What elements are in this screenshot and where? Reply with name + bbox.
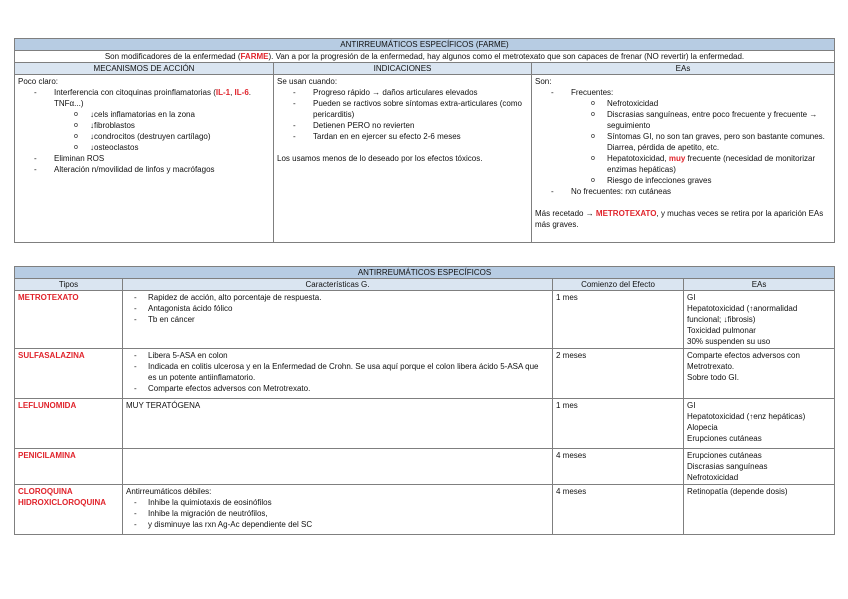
list-item: - Inhibe la migración de neutrófilos, (126, 508, 549, 519)
list-item: Comparte efectos adversos con Metrotrexato. (687, 351, 800, 371)
list-item: o Riesgo de infecciones graves (535, 175, 831, 186)
header-indicaciones: INDICACIONES (274, 63, 532, 75)
onset: 2 meses (553, 349, 684, 399)
indicaciones-note: Los usamos menos de lo deseado por los efectos tóxicos. (277, 154, 483, 163)
farme-title: ANTIRREUMÁTICOS ESPECÍFICOS (FARME) (15, 39, 835, 51)
list-item: Erupciones cutáneas (687, 451, 762, 460)
mecanismo-interferencia: - Interferencia con citoquinas proinflamatorias (IL-1, IL-6. TNFα...) (18, 87, 270, 109)
list-item: - Rapidez de acción, alto porcentaje de respuesta. (126, 292, 549, 303)
list-item: - Tardan en en ejercer su efecto 2-6 meses (277, 131, 528, 142)
list-item: Antirreumáticos débiles: (126, 487, 212, 496)
list-item: o Nefrotoxicidad (535, 98, 831, 109)
header-eas: EAs (532, 63, 835, 75)
header-tipos: Tipos (15, 279, 123, 291)
table-row (15, 449, 835, 485)
especificos-title: ANTIRREUMÁTICOS ESPECÍFICOS (15, 267, 835, 279)
farme-table (14, 38, 835, 243)
eas-cell: Son: - Frecuentes: o Nefrotoxicidad o Discrasias sanguíneas, entre poco frecuente y frecuente → seguimiento o Síntomas GI, no son tan graves, pero son bastante comunes. Diarrea, pérdida de apetito, etc. o Hepatotoxicidad, muy frecuente (necesidad de monitorizar enzimas hepáticas) o Riesgo de infecciones graves - No frecuentes: rxn cutáneas Más recetado → METROTEXATO, y muchas veces se retira por la aparición EAs más graves. (532, 75, 835, 243)
list-item: - Tb en cáncer (126, 314, 549, 325)
list-item: o Síntomas GI, no son tan graves, pero son bastante comunes. Diarrea, pérdida de apetito, etc. (535, 131, 831, 153)
list-item: o Discrasias sanguíneas, entre poco frecuente y frecuente → seguimiento (535, 109, 831, 131)
list-item: - Libera 5-ASA en colon (126, 350, 549, 361)
list-item: Hepatotoxicidad (↑enz hepáticas) (687, 412, 806, 421)
list-item: - No frecuentes: rxn cutáneas (535, 186, 831, 197)
list-item: MUY TERATÓGENA (123, 399, 553, 449)
onset: 4 meses (553, 449, 684, 485)
list-item: - Pueden se ractivos sobre síntomas extra-articulares (como pericarditis) (277, 98, 528, 120)
list-item: Toxicidad pulmonar (687, 326, 756, 335)
drug-name: CLOROQUINA HIDROXICLOROQUINA (15, 485, 123, 535)
farme-intro: Son modificadores de la enfermedad (FARME). Van a por la progresión de la enfermedad, hay algunos como el metrotexato que son capaces de frenar (NO revertir) la enfermedad. (15, 51, 835, 63)
list-item: o ↓osteoclastos (18, 142, 270, 153)
especificos-table (14, 266, 835, 535)
table-row (15, 291, 835, 349)
list-item: - Eliminan ROS (18, 153, 270, 164)
list-item: - Comparte efectos adversos con Metrotrexato. (126, 383, 549, 394)
list-item: Hepatotoxicidad (↑anormalidad funcional; ↓fibrosis) (687, 304, 798, 324)
list-item: 30% suspenden su uso (687, 337, 771, 346)
list-item: GI (687, 401, 696, 410)
drug-name: LEFLUNOMIDA (15, 399, 123, 449)
list-item: - Frecuentes: (535, 87, 831, 98)
list-item: Erupciones cutáneas (687, 434, 762, 443)
mecanismos-cell: Poco claro: - Interferencia con citoquinas proinflamatorias (IL-1, IL-6. TNFα...) o ↓cels inflamatorias en la zona o ↓fibroblastos o ↓condrocitos (destruyen cartílago) o ↓osteoclastos - Eliminan ROS - Alteración n/movilidad de linfos y macrófagos (15, 75, 274, 243)
list-item: Sobre todo GI. (687, 373, 740, 382)
list-item: o Hepatotoxicidad, muy frecuente (necesidad de monitorizar enzimas hepáticas) (535, 153, 831, 175)
header-eas: EAs (684, 279, 835, 291)
header-comienzo: Comienzo del Efecto (553, 279, 684, 291)
indicaciones-cell: Se usan cuando: - Progreso rápido → daños articulares elevados - Pueden se ractivos sobre síntomas extra-articulares (como pericarditis) - Detienen PERO no revierten - Tardan en en ejercer su efecto 2-6 meses Los usamos menos de lo deseado por los efectos tóxicos. (274, 75, 532, 243)
drug-name: PENICILAMINA (15, 449, 123, 485)
list-item: GI (687, 293, 696, 302)
list-item: o ↓condrocitos (destruyen cartílago) (18, 131, 270, 142)
table-row (15, 399, 835, 449)
recetado-note: Más recetado → METROTEXATO, y muchas veces se retira por la aparición EAs más graves. (535, 209, 824, 229)
drug-name: SULFASALAZINA (15, 349, 123, 399)
table-row (15, 349, 835, 399)
list-item: - Detienen PERO no revierten (277, 120, 528, 131)
list-item: o ↓cels inflamatorias en la zona (18, 109, 270, 120)
list-item: o ↓fibroblastos (18, 120, 270, 131)
list-item: Alopecia (687, 423, 718, 432)
list-item: Discrasias sanguíneas (687, 462, 768, 471)
table-row (15, 485, 835, 535)
list-item: - Indicada en colitis ulcerosa y en la Enfermedad de Crohn. Se usa aquí porque el colon libera ácido 5-ASA que es un potente antiinflamatorio. (126, 361, 549, 383)
list-item: Nefrotoxicidad (687, 473, 739, 482)
list-item: - Inhibe la quimiotaxis de eosinófilos (126, 497, 549, 508)
drug-name: METROTEXATO (15, 291, 123, 349)
header-mecanismos: MECANISMOS DE ACCIÓN (15, 63, 274, 75)
list-item: - y disminuye las rxn Ag-Ac dependiente del SC (126, 519, 549, 530)
onset: 1 mes (553, 291, 684, 349)
list-item: - Progreso rápido → daños articulares elevados (277, 87, 528, 98)
onset: 1 mes (553, 399, 684, 449)
list-item (123, 449, 553, 485)
header-caracteristicas: Características G. (123, 279, 553, 291)
onset: 4 meses (553, 485, 684, 535)
list-item: - Alteración n/movilidad de linfos y macrófagos (18, 164, 270, 175)
list-item: Retinopatía (depende dosis) (687, 487, 788, 496)
list-item: - Antagonista ácido fólico (126, 303, 549, 314)
